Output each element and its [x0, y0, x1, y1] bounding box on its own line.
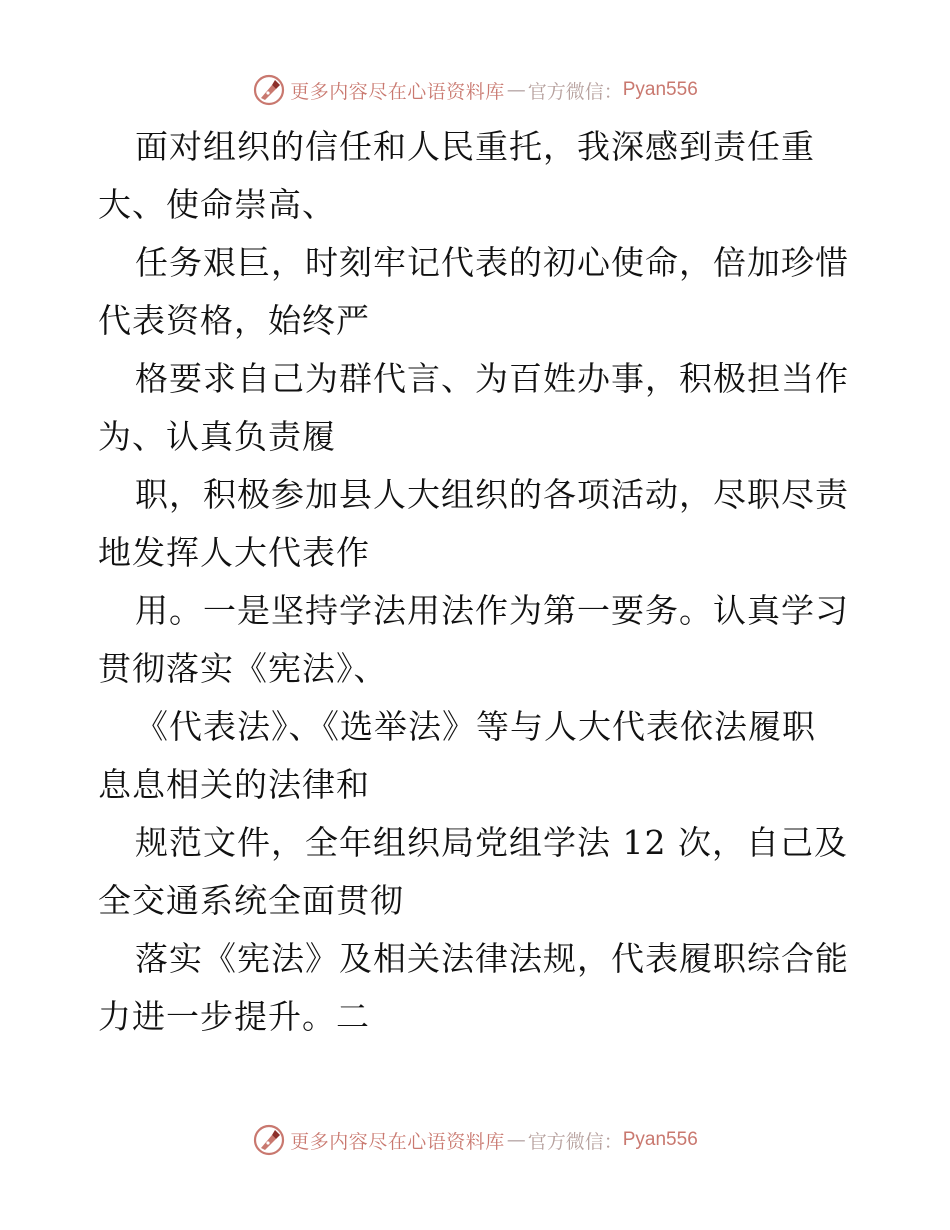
header-banner — [0, 70, 950, 110]
text-line: 贯彻落实《宪法》、 — [98, 649, 388, 688]
text-line: 为、认真负责履 — [98, 417, 336, 456]
text-line: 息息相关的法律和 — [98, 765, 370, 804]
text-line: 地发挥人大代表作 — [98, 533, 370, 572]
footer-banner — [0, 1120, 950, 1160]
header-brand-text: 更多内容尽在心语资料库 — [290, 80, 505, 103]
text-line: 任务艰巨，时刻牢记代表的初心使命，倍加珍惜 — [135, 243, 849, 282]
header-wechat-id: Pyan556 — [622, 79, 698, 100]
document-body — [98, 118, 850, 1046]
footer-brand-text: 更多内容尽在心语资料库 — [290, 1130, 505, 1153]
footer-separator: — — [506, 1129, 526, 1151]
pen-nib-logo-icon — [252, 73, 286, 107]
text-line: 格要求自己为群代言、为百姓办事，积极担当作 — [135, 359, 849, 398]
text-line: 全交通系统全面贯彻 — [98, 881, 404, 920]
pen-nib-logo-icon — [252, 1123, 286, 1157]
header-separator: — — [506, 79, 526, 101]
header-wechat-label: 官方微信： — [527, 80, 623, 103]
text-line: 面对组织的信任和人民重托，我深感到责任重 — [135, 127, 815, 166]
text-line: 力进一步提升。二 — [98, 997, 370, 1036]
text-line: 代表资格，始终严 — [98, 301, 370, 340]
text-line: 规范文件，全年组织局党组学法 12 次，自己及 — [135, 823, 848, 862]
footer-wechat-label: 官方微信： — [527, 1130, 623, 1153]
text-line: 职，积极参加县人大组织的各项活动，尽职尽责 — [135, 475, 849, 514]
text-line: 大、使命崇高、 — [98, 185, 336, 224]
text-line: 落实《宪法》及相关法律法规，代表履职综合能 — [135, 939, 849, 978]
text-line: 用。一是坚持学法用法作为第一要务。认真学习 — [135, 591, 849, 630]
text-line: 《代表法》、《选举法》等与人大代表依法履职 — [135, 707, 816, 746]
footer-wechat-id: Pyan556 — [622, 1129, 698, 1150]
